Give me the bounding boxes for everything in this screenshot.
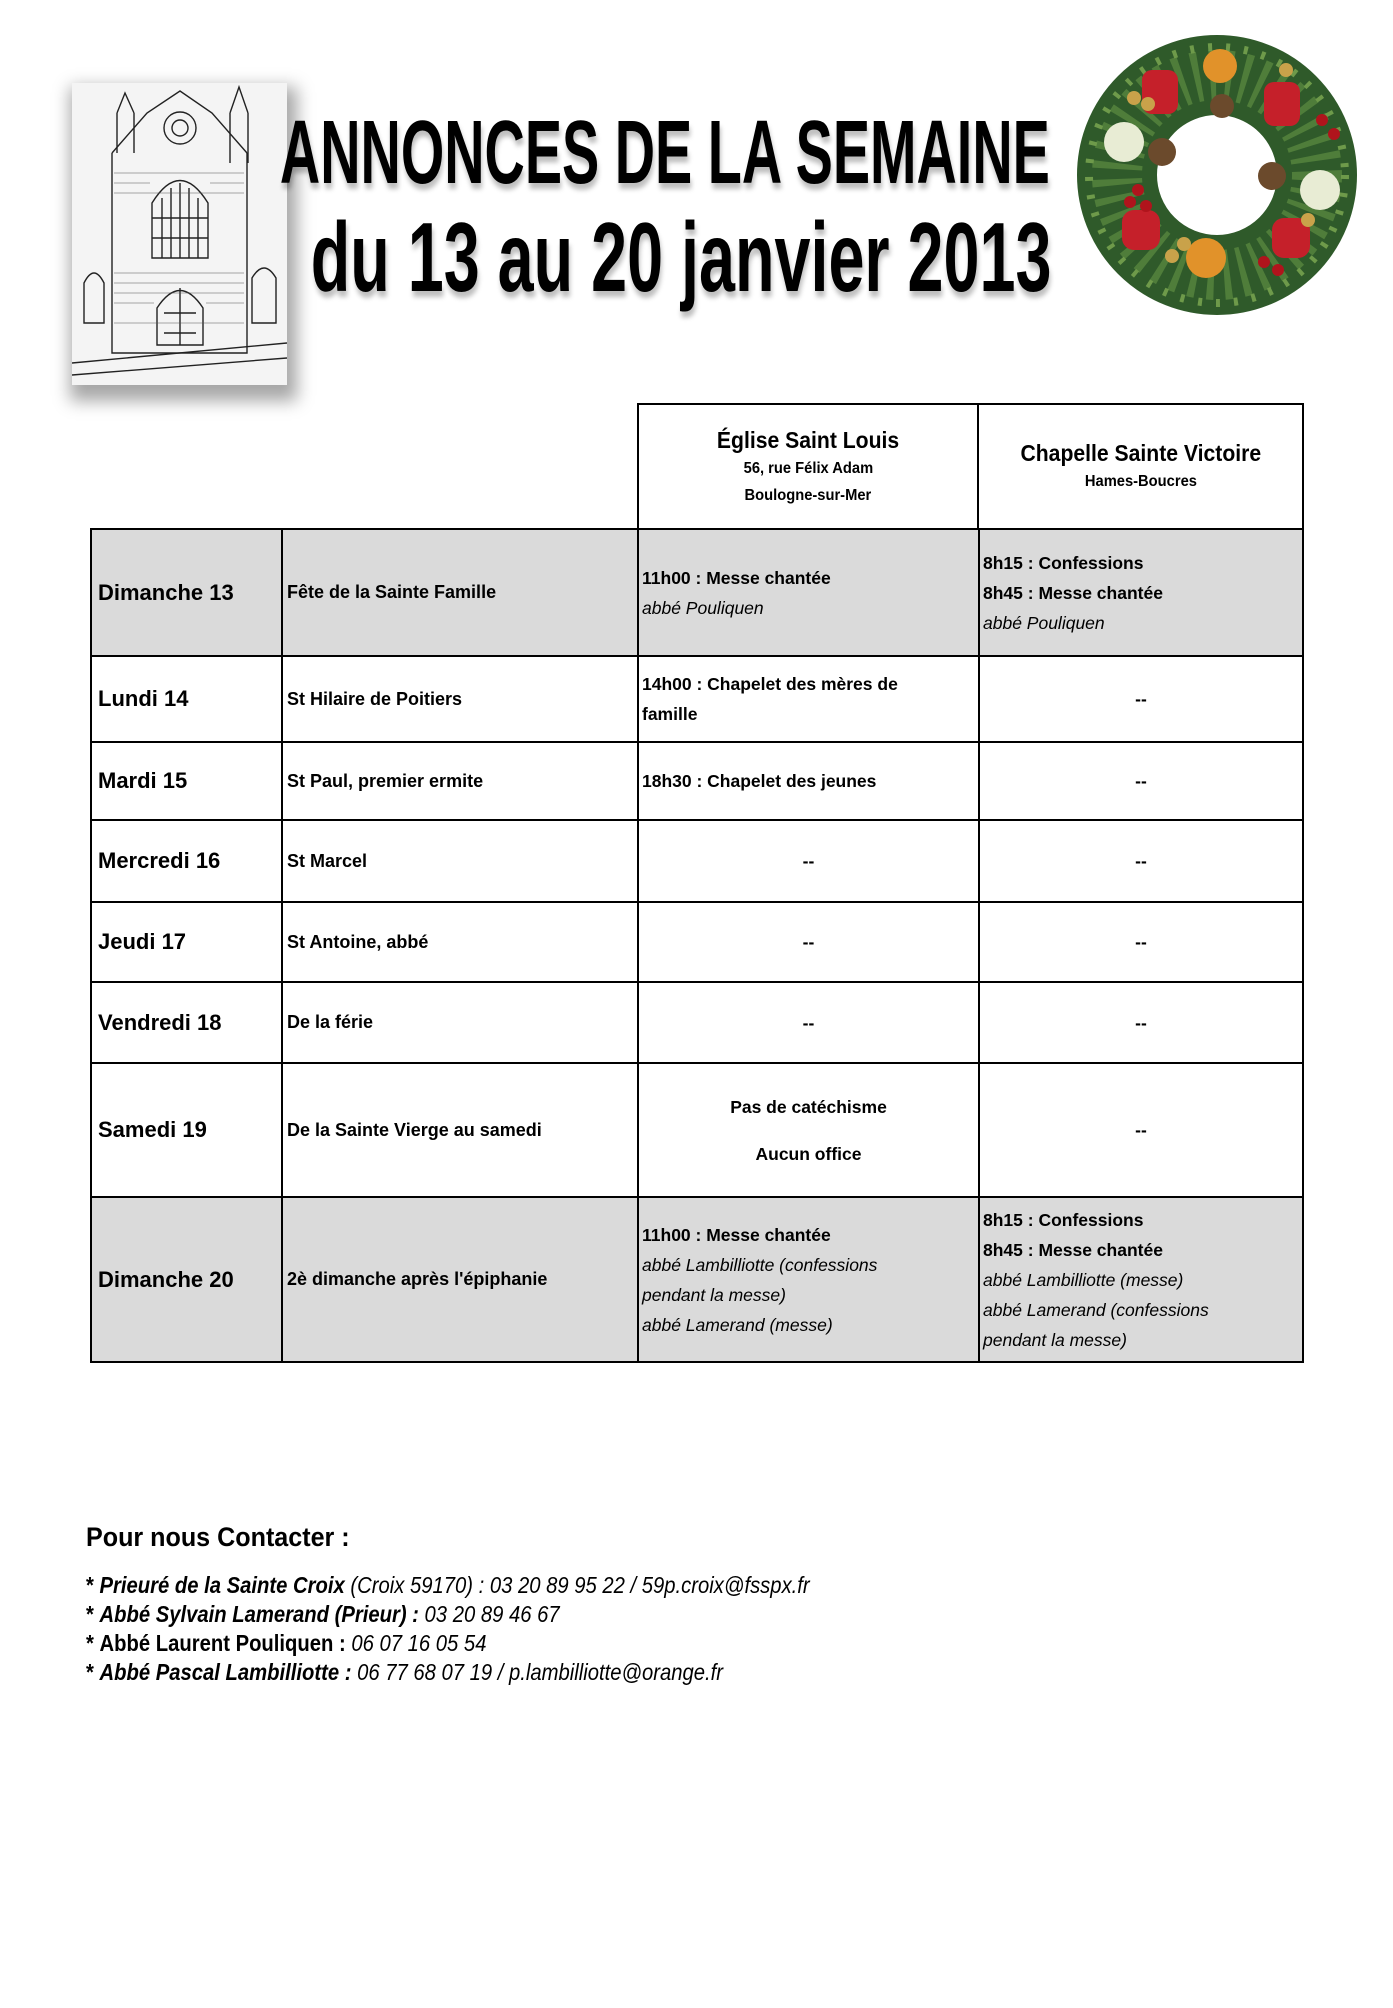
feast-cell: St Marcel (283, 821, 639, 901)
feast-cell: St Hilaire de Poitiers (283, 657, 639, 741)
no-service-marker: -- (1135, 1120, 1147, 1140)
saint-louis-cell (639, 903, 980, 981)
contact-entry (86, 1658, 810, 1687)
saint-louis-cell (639, 821, 980, 901)
officiant: abbé Pouliquen (642, 597, 764, 618)
service-time: 11h00 : Messe chantée (642, 1224, 831, 1245)
officiant: abbé Lamerand (messe) (642, 1314, 833, 1335)
column-header-saint-louis (637, 403, 979, 528)
officiant: pendant la messe) (983, 1329, 1127, 1350)
service-lines (642, 1220, 877, 1340)
saint-louis-cell (639, 743, 980, 819)
contact-details[interactable]: 03 20 89 46 67 (418, 1601, 560, 1627)
service-time: 18h30 : Chapelet des jeunes (642, 771, 877, 791)
spacer (730, 1122, 887, 1139)
table-row (90, 1198, 1304, 1363)
service-lines (642, 669, 898, 729)
officiant: abbé Pouliquen (983, 612, 1105, 633)
saint-louis-cell (639, 1064, 980, 1196)
no-service-marker: -- (802, 932, 815, 952)
advent-wreath-image (1072, 30, 1362, 320)
service-time: 8h15 : Confessions (983, 552, 1144, 573)
saint-louis-cell (639, 1198, 980, 1361)
feast-cell: St Antoine, abbé (283, 903, 639, 981)
wreath-icon (1072, 30, 1362, 320)
sainte-victoire-cell (980, 530, 1302, 655)
no-service-marker: -- (1135, 932, 1147, 952)
bullet: * (86, 1572, 94, 1598)
service-time: 14h00 : Chapelet des mères de (642, 674, 898, 694)
notice-text: Aucun office (755, 1143, 862, 1164)
no-service-marker: -- (1135, 689, 1147, 709)
saint-louis-cell (639, 983, 980, 1062)
no-service-marker: -- (1135, 771, 1147, 791)
day-cell: Samedi 19 (92, 1064, 283, 1196)
day-cell: Mercredi 16 (92, 821, 283, 901)
contact-entry (86, 1629, 810, 1658)
feast-cell: 2è dimanche après l'épiphanie (283, 1198, 639, 1361)
sainte-victoire-cell (980, 1064, 1302, 1196)
service-lines (642, 766, 876, 796)
service-lines (642, 563, 831, 623)
day-cell: Dimanche 13 (92, 530, 283, 655)
contact-section (86, 1521, 908, 1687)
chapel-name: Chapelle Sainte Victoire (1020, 440, 1261, 466)
sainte-victoire-cell (980, 983, 1302, 1062)
contact-details[interactable]: 06 07 16 05 54 (345, 1630, 487, 1656)
bullet: * (86, 1601, 94, 1627)
no-service-marker: -- (1135, 851, 1147, 871)
table-row (90, 657, 1304, 743)
bullet: * (86, 1659, 94, 1685)
contact-name: Abbé Pascal Lambilliotte : (99, 1659, 352, 1685)
no-service-marker: -- (802, 851, 815, 871)
sainte-victoire-cell (980, 743, 1302, 819)
title-line-1: ANNONCES DE LA SEMAINE (279, 103, 1050, 203)
service-time: 8h15 : Confessions (983, 1209, 1144, 1230)
contact-entry (86, 1600, 810, 1629)
table-row (90, 983, 1304, 1064)
church-name: Église Saint Louis (716, 426, 900, 453)
column-header-sainte-victoire (977, 403, 1304, 528)
feast-cell: St Paul, premier ermite (283, 743, 639, 819)
sainte-victoire-cell (980, 821, 1302, 901)
service-lines (983, 548, 1163, 638)
day-cell: Dimanche 20 (92, 1198, 283, 1361)
church-address-city: Boulogne-sur-Mer (744, 486, 872, 504)
table-row (90, 1064, 1304, 1198)
schedule-table (90, 403, 1304, 1363)
bullet: * (86, 1630, 94, 1656)
table-body (90, 528, 1304, 1363)
service-lines (983, 1205, 1209, 1355)
contact-name: Abbé Laurent Pouliquen : (99, 1630, 346, 1656)
contact-name: Prieuré de la Sainte Croix (99, 1572, 345, 1598)
chapel-location: Hames-Boucres (1084, 473, 1197, 490)
contact-entry (86, 1571, 810, 1600)
officiant: pendant la messe) (642, 1284, 786, 1305)
feast-cell: De la Sainte Vierge au samedi (283, 1064, 639, 1196)
no-service-marker: -- (802, 1012, 815, 1033)
service-time: 11h00 : Messe chantée (642, 567, 831, 588)
table-header (90, 403, 1304, 528)
service-time: 8h45 : Messe chantée (983, 582, 1163, 603)
officiant: abbé Lambilliotte (messe) (983, 1269, 1184, 1290)
contact-details[interactable]: (Croix 59170) : 03 20 89 95 22 / 59p.croix@fsspx.fr (344, 1572, 810, 1598)
contact-title: Pour nous Contacter : (86, 1522, 350, 1552)
title-line-2: du 13 au 20 janvier 2013 (311, 202, 1052, 312)
feast-cell: De la férie (283, 983, 639, 1062)
contact-name: Abbé Sylvain Lamerand (Prieur) : (99, 1601, 419, 1627)
officiant: abbé Lamerand (confessions (983, 1299, 1209, 1320)
day-cell: Jeudi 17 (92, 903, 283, 981)
notice-lines (730, 1092, 887, 1169)
no-service-marker: -- (1135, 1012, 1147, 1033)
day-cell: Lundi 14 (92, 657, 283, 741)
contact-list (86, 1571, 908, 1687)
feast-cell: Fête de la Sainte Famille (283, 530, 639, 655)
church-address-street: 56, rue Félix Adam (743, 459, 873, 477)
table-row (90, 903, 1304, 983)
saint-louis-cell (639, 530, 980, 655)
service-time: famille (642, 704, 698, 724)
table-row (90, 528, 1304, 657)
day-cell: Vendredi 18 (92, 983, 283, 1062)
service-time: 8h45 : Messe chantée (983, 1239, 1163, 1260)
notice-text: Pas de catéchisme (730, 1096, 887, 1117)
contact-details[interactable]: 06 77 68 07 19 / p.lambilliotte@orange.fr (351, 1659, 724, 1685)
saint-louis-cell (639, 657, 980, 741)
table-row (90, 743, 1304, 821)
sainte-victoire-cell (980, 1198, 1302, 1361)
table-row (90, 821, 1304, 903)
day-cell: Mardi 15 (92, 743, 283, 819)
officiant: abbé Lambilliotte (confessions (642, 1254, 878, 1275)
sainte-victoire-cell (980, 657, 1302, 741)
sainte-victoire-cell (980, 903, 1302, 981)
